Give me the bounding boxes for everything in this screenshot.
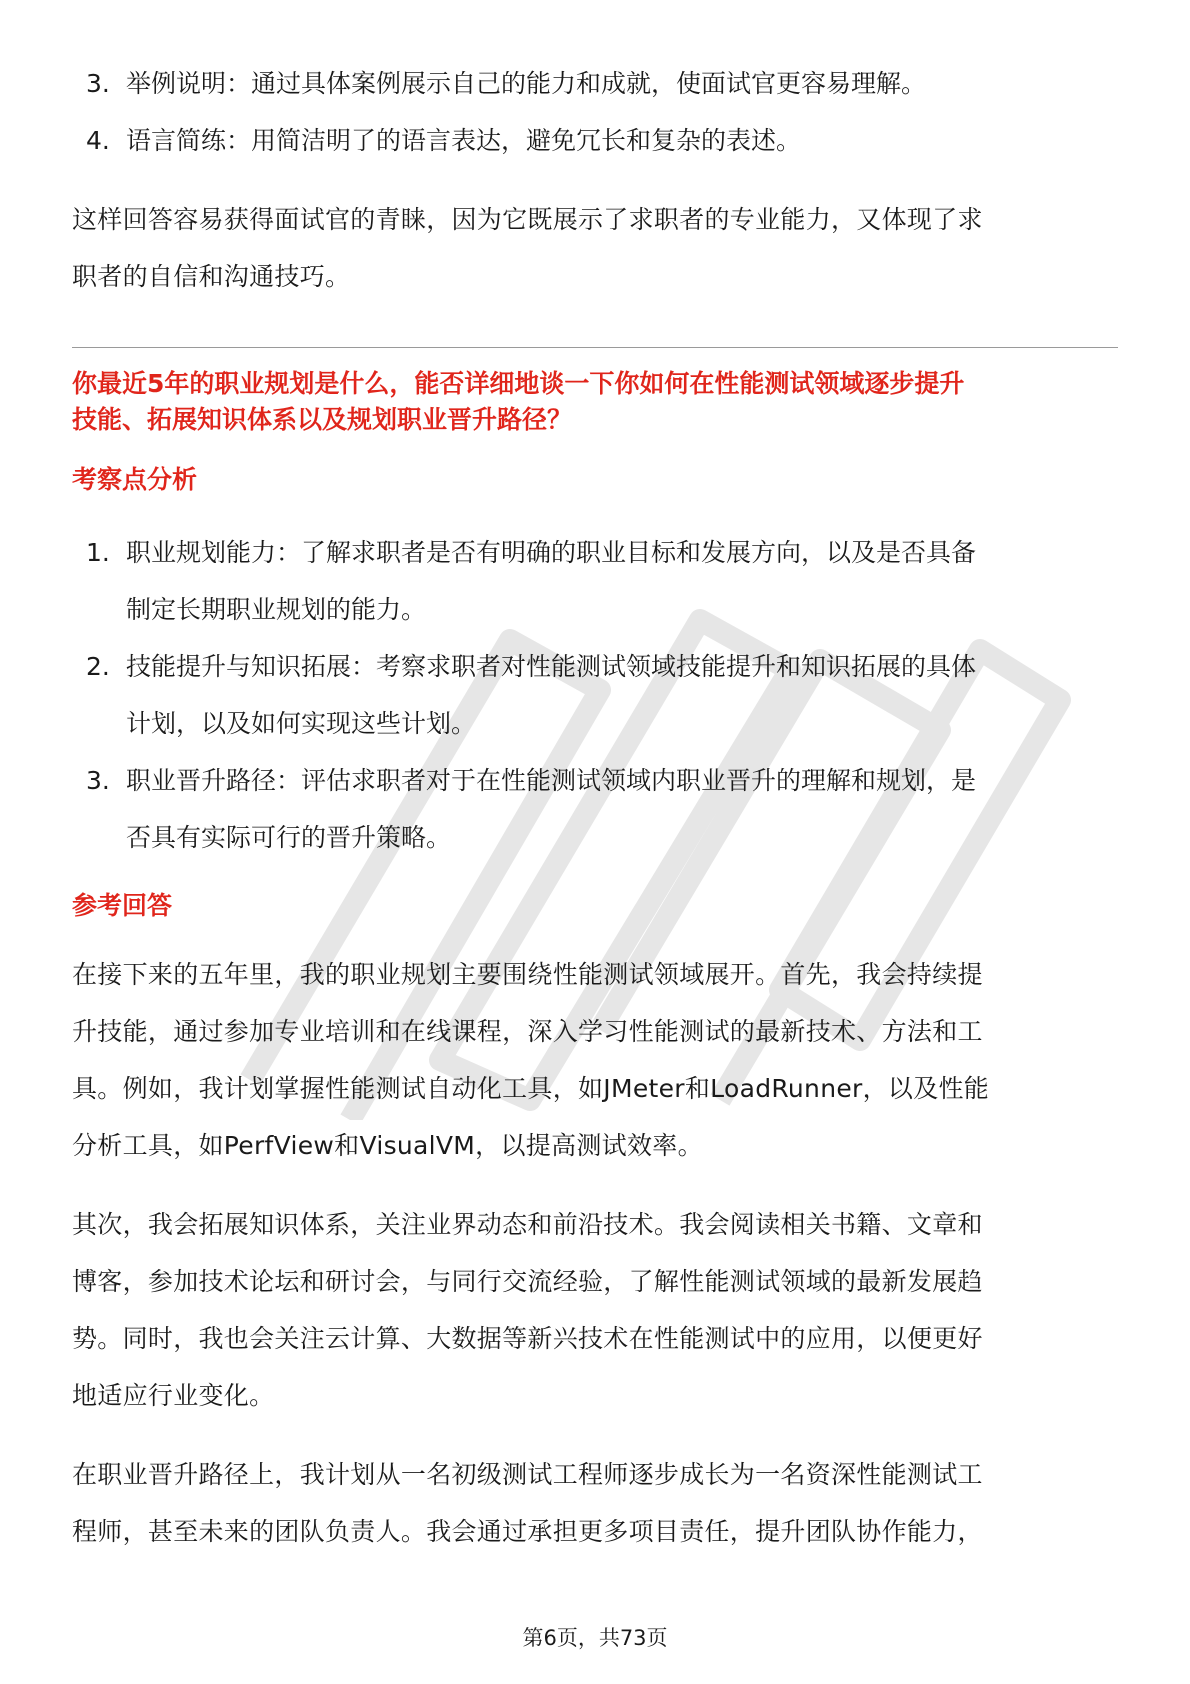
list-text: 举例说明：通过具体案例展示自己的能力和成就，使面试官更容易理解。 (126, 69, 927, 98)
text-line: 这样回答容易获得面试官的青睐，因为它既展示了求职者的专业能力，又体现了求 (72, 205, 983, 234)
text-line: 在接下来的五年里，我的职业规划主要围绕性能测试领域展开。首先，我会持续提 (72, 960, 983, 989)
list-text: 语言简练：用简洁明了的语言表达，避免冗长和复杂的表述。 (126, 126, 802, 155)
question-line: 你最近5年的职业规划是什么，能否详细地谈一下你如何在性能测试领域逐步提升 (72, 369, 965, 398)
list-item (72, 524, 1118, 638)
list-text: 否具有实际可行的晋升策略。 (126, 823, 452, 852)
list-number: 4. (86, 126, 110, 155)
page-footer: 第6页，共73页 (522, 1626, 668, 1650)
answer-paragraph (72, 946, 1118, 1174)
question-title (72, 366, 1118, 438)
analysis-list (72, 524, 1118, 866)
answer-paragraph (72, 1446, 1118, 1560)
answer-heading: 参考回答 (72, 891, 173, 920)
list-number: 3. (86, 766, 110, 795)
text-line: 地适应行业变化。 (72, 1381, 275, 1410)
analysis-heading: 考察点分析 (72, 465, 198, 494)
question-line: 技能、拓展知识体系以及规划职业晋升路径？ (72, 405, 573, 434)
list-text: 职业晋升路径：评估求职者对于在性能测试领域内职业晋升的理解和规划，是 (126, 766, 977, 795)
list-text: 计划，以及如何实现这些计划。 (126, 709, 477, 738)
list-item (72, 638, 1118, 752)
text-line: 程师，甚至未来的团队负责人。我会通过承担更多项目责任，提升团队协作能力， (72, 1517, 983, 1546)
list-text: 制定长期职业规划的能力。 (126, 595, 427, 624)
answer-paragraph (72, 1196, 1118, 1424)
list-text: 职业规划能力：了解求职者是否有明确的职业目标和发展方向，以及是否具备 (126, 538, 977, 567)
text-line: 在职业晋升路径上，我计划从一名初级测试工程师逐步成长为一名资深性能测试工 (72, 1460, 983, 1489)
text-line: 职者的自信和沟通技巧。 (72, 262, 351, 291)
list-item (72, 112, 1118, 169)
list-item (72, 55, 1118, 112)
text-line: 其次，我会拓展知识体系，关注业界动态和前沿技术。我会阅读相关书籍、文章和 (72, 1210, 983, 1239)
list-item (72, 752, 1118, 866)
text-line: 分析工具，如PerfView和VisualVM，以提高测试效率。 (72, 1131, 703, 1160)
summary-paragraph (72, 191, 1118, 305)
text-line: 升技能，通过参加专业培训和在线课程，深入学习性能测试的最新技术、方法和工 (72, 1017, 983, 1046)
document-page (72, 55, 1118, 1560)
text-line: 具。例如，我计划掌握性能测试自动化工具，如JMeter和LoadRunner，以及性能 (72, 1074, 990, 1103)
list-number: 3. (86, 69, 110, 98)
list-number: 2. (86, 652, 110, 681)
list-text: 技能提升与知识拓展：考察求职者对性能测试领域技能提升和知识拓展的具体 (126, 652, 977, 681)
text-line: 博客，参加技术论坛和研讨会，与同行交流经验，了解性能测试领域的最新发展趋 (72, 1267, 983, 1296)
top-list (72, 55, 1118, 169)
list-number: 1. (86, 538, 110, 567)
text-line: 势。同时，我也会关注云计算、大数据等新兴技术在性能测试中的应用，以便更好 (72, 1324, 983, 1353)
